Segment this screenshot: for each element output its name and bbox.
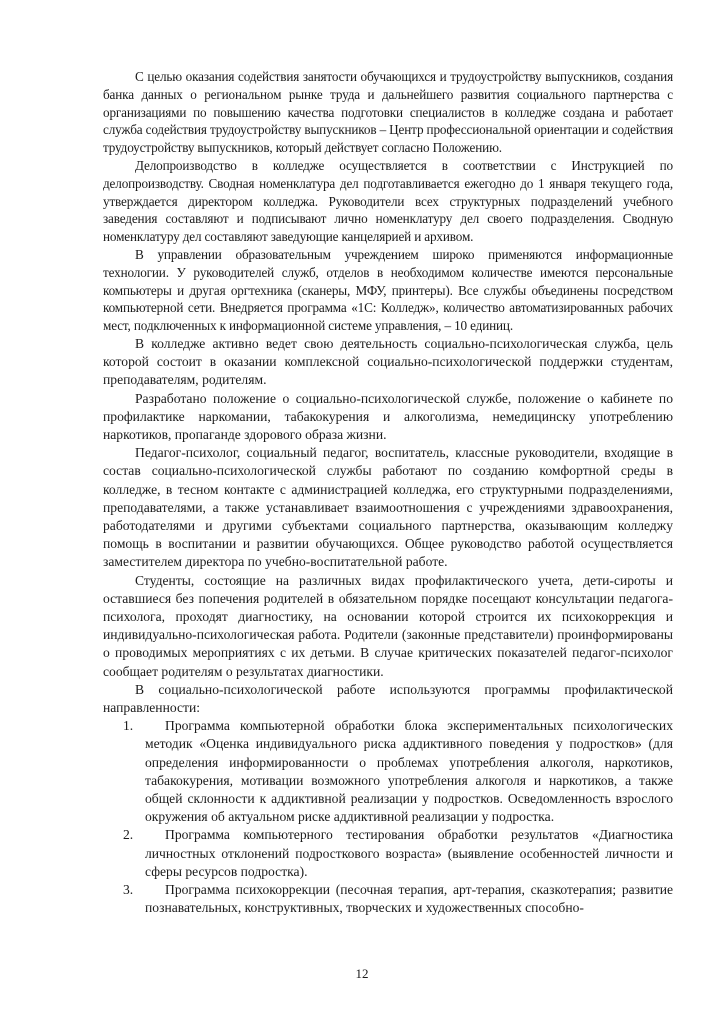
list-item	[103, 881, 673, 917]
document-page	[103, 68, 673, 917]
page-number: 12	[355, 966, 369, 981]
list-item-number: 2.	[123, 827, 134, 843]
list-item-number: 3.	[123, 882, 134, 898]
paragraph-service-staff: Педагог-психолог, социальный педагог, воспитатель, классные руководители, входящие в состав социально-психологической службы работают по созданию комфортной среды в колледже, в тесном контакте с администрацией колледжа, его структурными подразделениями, преподавателями, а также устанавливает взаимоотношения с учреждениями здравоохранения, работодателями и другими субъектами социального партнерства, оказывающим колледжу помощь в воспитании и развитии обучающихся. Общее руководство работой осуществляется заместителем директора по учебно-воспитательной работе.	[103, 445, 673, 570]
list-item	[103, 717, 673, 826]
list-item-text: Программа компьютерного тестирования обработки результатов «Диагностика личностных отклонений подросткового возраста» (выявление особенностей личности и сферы ресурсов подростка).	[145, 827, 673, 879]
paragraph-information-technology: В управлении образовательным учреждением широко применяются информационные технологии. У руководителей служб, отделов в необходимом количестве имеются персональные компьютеры и другая оргтехника (сканеры, МФУ, принтеры). Все службы объединены посредством компьютерной сети. Внедряется программа «1С: Колледж», количество автоматизированных рабочих мест, подключенных к информационной системе управления, – 10 единиц.	[103, 246, 673, 334]
programs-list	[103, 717, 673, 917]
list-item-text: Программа психокоррекции (песочная терапия, арт-терапия, сказкотерапия; развитие познавательных, конструктивных, творческих и художественных способно-	[145, 882, 673, 916]
list-item-text: Программа компьютерной обработки блока экспериментальных психологических методик «Оценка индивидуального риска аддиктивного поведения у подростков» (для определения информированности о проблемах употребления алкоголя, наркотиков, табакокурения, мотивации возможного употребления алкоголя и наркотиков, а также общей склонности к аддиктивной реализации у подростков. Осведомленность взрослого окружения об актуальном риске аддиктивной реализации у подростка.	[145, 718, 673, 825]
paragraph-regulations: Разработано положение о социально-психологической службе, положение о кабинете по профилактике наркомании, табакокурения и алкоголизма, немедицинску употреблению наркотиков, пропаганде здорового образа жизни.	[103, 390, 673, 442]
list-item-number: 1.	[123, 718, 134, 734]
paragraph-employment-center: С целью оказания содействия занятости обучающихся и трудоустройству выпускников, создания банка данных о региональном рынке труда и дальнейшего развития социального партнерства с организациями по повышению качества подготовки специалистов в колледже создана и работает служба содействия трудоустройству выпускников – Центр профессиональной ориентации и содействия трудоустройству выпускников, который действует согласно Положению.	[103, 69, 673, 156]
list-item	[103, 826, 673, 881]
paragraph-records-management: Делопроизводство в колледже осуществляется в соответствии с Инструкцией по делопроизводству. Сводная номенклатура дел подготавливается ежегодно до 1 января текущего года, утверждается директором колледжа. Руководители всех структурных подразделений учебного заведения составляют и подписывают лично номенклатуру дел своего подразделения. Сводную номенклатуру дел составляют заведующие канцелярией и архивом.	[103, 157, 673, 245]
paragraph-programs-intro: В социально-психологической работе используются программы профилактической направленности:	[103, 681, 673, 716]
paragraph-students-consultations: Студенты, состоящие на различных видах профилактического учета, дети-сироты и оставшиеся без попечения родителей в обязательном порядке посещают консультации педагога-психолога, проходят диагностику, на основании которой строится их психокоррекция и индивидуально-психологическая работа. Родители (законные представители) проинформированы о проводимых мероприятиях с их детьми. В случае критических показателей педагог-психолог сообщает родителям о результатах диагностики.	[103, 572, 673, 679]
paragraph-psychological-service: В колледже активно ведет свою деятельность социально-психологическая служба, цель которой состоит в оказании комплексной социально-психологической поддержки студентам, преподавателям, родителям.	[103, 335, 673, 388]
